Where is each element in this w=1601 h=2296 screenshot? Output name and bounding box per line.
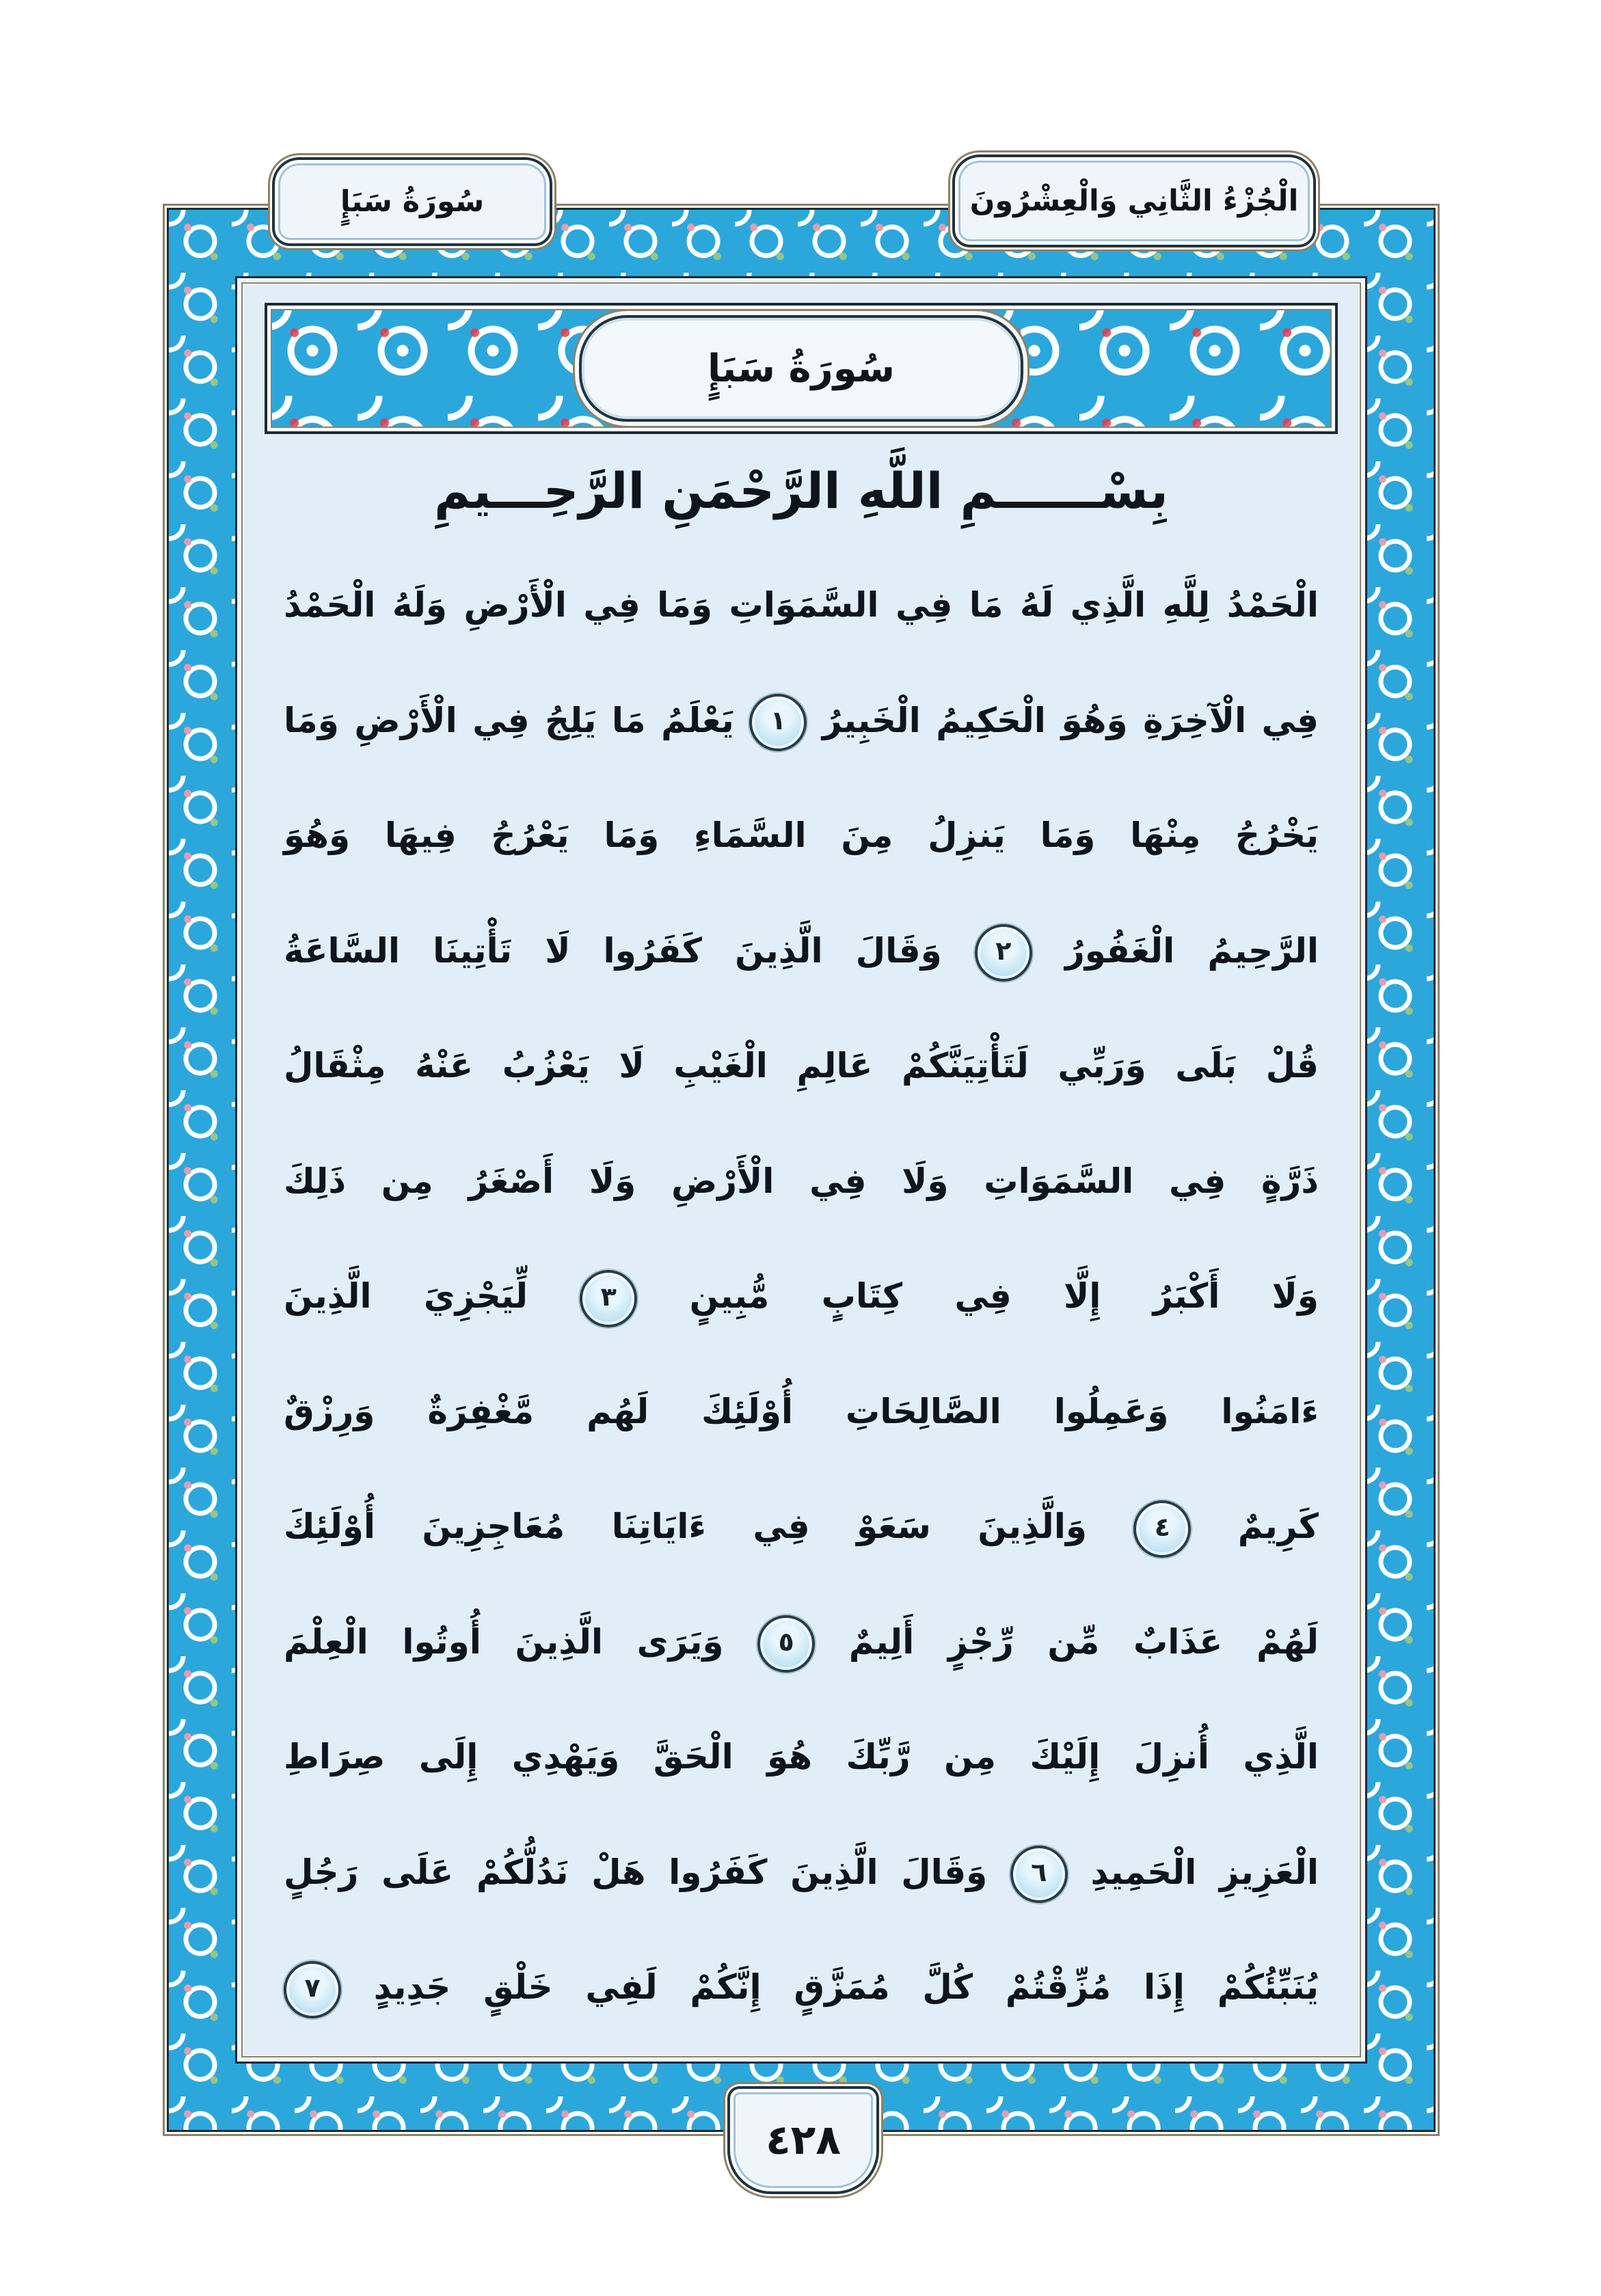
quran-text-segment: الَّذِي أُنزِلَ إِلَيْكَ مِن رَّبِّكَ هُوَ الْحَقَّ وَيَهْدِي إِلَى صِرَاطِ: [284, 1737, 1319, 1777]
verse-end-marker: ٦: [1010, 1846, 1068, 1903]
surah-title-cartouche: [579, 315, 1023, 422]
quran-text-segment: يَعْلَمُ مَا يَلِجُ فِي الْأَرْضِ وَمَا: [284, 700, 734, 740]
quran-text-segment: وَقَالَ الَّذِينَ كَفَرُوا لَا تَأْتِينَا السَّاعَةُ: [284, 930, 942, 971]
juz-tab-label: الْجُزْءُ الثَّانِي وَالْعِشْرُونَ: [969, 184, 1299, 218]
surah-name-tab: [272, 157, 552, 246]
quran-text-segment: وَقَالَ الَّذِينَ كَفَرُوا هَلْ نَدُلُّكُمْ عَلَى رَجُلٍ: [284, 1852, 988, 1892]
page-number-tab: [727, 2086, 879, 2194]
quran-line: [284, 1008, 1319, 1124]
quran-text-segment: الْحَمْدُ لِلَّهِ الَّذِي لَهُ مَا فِي السَّمَوَاتِ وَمَا فِي الْأَرْضِ وَلَهُ الْحَمْدُ: [284, 585, 1319, 625]
quran-text-segment: يُنَبِّئُكُمْ إِذَا مُزِّقْتُمْ كُلَّ مُمَزَّقٍ إِنَّكُمْ لَفِي خَلْقٍ جَدِيدٍ: [373, 1967, 1319, 2008]
ornamental-frame: [163, 204, 1440, 2136]
quran-lines: [244, 548, 1358, 2055]
verse-end-marker: ٢: [975, 924, 1032, 982]
quran-text-segment: وَيَرَى الَّذِينَ أُوتُوا الْعِلْمَ: [284, 1621, 724, 1662]
quran-text-segment: الْعَزِيزِ الْحَمِيدِ: [1090, 1852, 1319, 1892]
surah-tab-label: سُورَةُ سَبَإٍ: [340, 185, 485, 219]
quran-line: [284, 1239, 1319, 1354]
quran-line: [284, 1815, 1319, 1930]
quran-line: [284, 1699, 1319, 1815]
quran-text-segment: كَرِيمٌ: [1237, 1507, 1319, 1547]
surah-header-banner: [265, 303, 1338, 434]
quran-line: [284, 1124, 1319, 1239]
quran-text-segment: لِّيَجْزِيَ الَّذِينَ: [284, 1276, 528, 1316]
surah-title: سُورَةُ سَبَإٍ: [708, 346, 895, 391]
verse-end-marker: ٤: [1133, 1500, 1191, 1558]
page-number: ٤٢٨: [766, 2116, 841, 2164]
quran-line: [284, 548, 1319, 663]
quran-line: [284, 893, 1319, 1009]
verse-end-marker: ٣: [580, 1270, 637, 1327]
verse-end-marker: ٥: [757, 1615, 815, 1673]
quran-text-segment: ءَامَنُوا وَعَمِلُوا الصَّالِحَاتِ أُوْلَئِكَ لَهُم مَّغْفِرَةٌ وَرِزْقٌ: [284, 1391, 1319, 1431]
quran-text-segment: لَهُمْ عَذَابٌ مِّن رِّجْزٍ أَلِيمٌ: [848, 1621, 1319, 1662]
quran-text-segment: وَلَا أَكْبَرُ إِلَّا فِي كِتَابٍ مُّبِينٍ: [689, 1276, 1319, 1316]
bismillah: بِسْــــــمِ اللَّهِ الرَّحْمَنِ الرَّحِـــيمِ: [434, 462, 1168, 519]
quran-text-segment: الرَّحِيمُ الْغَفُورُ: [1064, 930, 1319, 971]
quran-line: [284, 1469, 1319, 1584]
quran-line: [284, 663, 1319, 779]
quran-line: [284, 1354, 1319, 1470]
quran-text-segment: قُلْ بَلَى وَرَبِّي لَتَأْتِيَنَّكُمْ عَالِمِ الْغَيْبِ لَا يَعْزُبُ عَنْهُ مِثْقَالُ: [284, 1046, 1319, 1086]
quran-text-segment: فِي الْآخِرَةِ وَهُوَ الْحَكِيمُ الْخَبِيرُ: [822, 700, 1319, 740]
quran-line: [284, 778, 1319, 893]
quran-text-segment: وَالَّذِينَ سَعَوْ فِي ءَايَاتِنَا مُعَاجِزِينَ أُوْلَئِكَ: [284, 1507, 1087, 1547]
quran-text-segment: يَخْرُجُ مِنْهَا وَمَا يَنزِلُ مِنَ السَّمَاءِ وَمَا يَعْرُجُ فِيهَا وَهُوَ: [284, 815, 1319, 856]
quran-line: [284, 1930, 1319, 2045]
quran-line: [284, 1584, 1319, 1700]
verse-end-marker: ٧: [284, 1961, 341, 2018]
verse-end-marker: ١: [749, 694, 807, 751]
quran-text-segment: ذَرَّةٍ فِي السَّمَوَاتِ وَلَا فِي الْأَرْضِ وَلَا أَصْغَرُ مِن ذَلِكَ: [284, 1161, 1319, 1201]
page-content: [244, 285, 1358, 2055]
juz-name-tab: [952, 154, 1316, 247]
